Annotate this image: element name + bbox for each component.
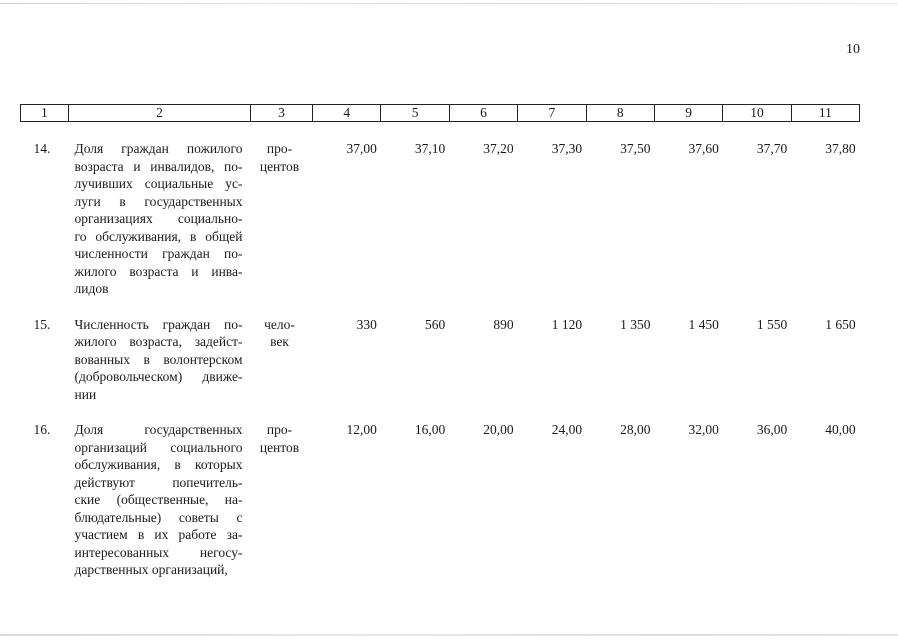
indicator-value: 1 550 (756, 316, 788, 332)
indicator-value: 36,00 (756, 422, 788, 437)
scan-edge-bottom (0, 634, 898, 636)
indicator-value: 1 450 (688, 316, 719, 332)
row-number: 16. (33, 422, 51, 437)
column-header: 6 (449, 105, 517, 122)
unit-of-measure (251, 316, 313, 404)
indicator-name-line: лучивших социальные ус- (74, 176, 243, 191)
indicator-value: 20,00 (483, 422, 514, 437)
unit-line: про- (266, 141, 293, 156)
indicator-value: 37,30 (551, 141, 583, 156)
row-gap (21, 403, 860, 421)
column-header: 5 (381, 105, 449, 122)
table-row (21, 421, 860, 579)
indicator-name-line: дарственных организаций, (74, 562, 228, 577)
indicator-value: 1 120 (551, 316, 583, 332)
indicator-name (69, 140, 251, 298)
indicator-value: 37,60 (688, 141, 719, 156)
unit-of-measure (251, 421, 313, 579)
unit-line: век (270, 334, 289, 349)
indicator-name-line: лидов (74, 281, 109, 296)
indicator-value: 32,00 (688, 422, 719, 437)
indicator-name (69, 316, 251, 404)
spacer-row (21, 122, 860, 141)
column-header: 8 (586, 105, 654, 122)
row-number: 14. (33, 141, 51, 156)
indicator-value: 37,00 (346, 141, 377, 156)
table-header-row (21, 105, 860, 122)
indicator-name-line: луги в государственных (74, 193, 243, 209)
indicator-name-line: ские (общественные, на- (74, 492, 243, 507)
column-header: 1 (21, 105, 69, 122)
indicator-name-line: возраста и инвалидов, по- (74, 158, 243, 174)
indicator-value: 37,50 (620, 141, 651, 156)
indicator-name-line: обслуживания, в которых (74, 457, 243, 472)
indicator-value: 12,00 (346, 422, 377, 437)
indicator-name-line: участием в их работе за- (74, 527, 243, 542)
indicator-value: 24,00 (551, 422, 583, 437)
column-header: 7 (518, 105, 586, 122)
column-header: 3 (251, 105, 313, 122)
indicator-name-line: Доля государственных (74, 422, 243, 437)
indicator-value: 37,20 (483, 141, 514, 156)
unit-line: центов (259, 158, 300, 174)
indicator-name-line: го обслуживания, в общей (74, 228, 243, 244)
indicators-table (20, 104, 860, 579)
indicator-value: 37,10 (414, 141, 446, 156)
indicator-value: 40,00 (825, 422, 856, 437)
indicator-name-line: жилого возраста, задейст- (74, 334, 243, 349)
unit-line: чело- (264, 316, 295, 332)
indicator-name-line: организаций социального (74, 439, 243, 455)
scan-edge-top (0, 3, 898, 4)
table-row (21, 316, 860, 404)
column-header: 2 (69, 105, 251, 122)
indicator-name-line: интересованных негосу- (74, 544, 243, 560)
unit-line: центов (259, 439, 300, 455)
indicator-value: 28,00 (620, 422, 651, 437)
column-header: 9 (654, 105, 722, 122)
indicator-name-line: численности граждан по- (74, 246, 243, 261)
indicator-name-line: блюдательные) советы с (74, 509, 243, 525)
table-row (21, 140, 860, 298)
indicator-name-line: организациях социально- (74, 211, 243, 226)
indicator-name-line: жилого возраста и инва- (74, 263, 243, 279)
row-gap (21, 298, 860, 316)
column-header: 11 (791, 105, 859, 122)
indicator-value: 560 (425, 316, 446, 332)
indicator-value: 1 350 (620, 316, 651, 332)
unit-line: про- (266, 422, 293, 437)
indicator-value: 16,00 (414, 422, 446, 437)
indicator-name (69, 421, 251, 579)
column-header: 10 (723, 105, 791, 122)
indicator-value: 37,80 (825, 141, 856, 156)
indicator-value: 37,70 (756, 141, 788, 156)
indicator-name-line: Численность граждан по- (74, 316, 243, 332)
page-number: 10 (846, 42, 860, 57)
indicator-name-line: нии (74, 386, 97, 402)
indicator-value: 330 (356, 316, 377, 332)
indicator-name-line: Доля граждан пожилого (74, 141, 243, 156)
column-header: 4 (313, 105, 381, 122)
unit-of-measure (251, 140, 313, 298)
row-number: 15. (33, 316, 51, 332)
indicator-name-line: (добровольческом) движе- (74, 369, 243, 384)
indicator-name-line: действуют попечитель- (74, 474, 243, 490)
indicator-name-line: вованных в волонтерском (74, 351, 243, 367)
indicator-value: 890 (493, 316, 514, 332)
indicator-value: 1 650 (825, 316, 856, 332)
